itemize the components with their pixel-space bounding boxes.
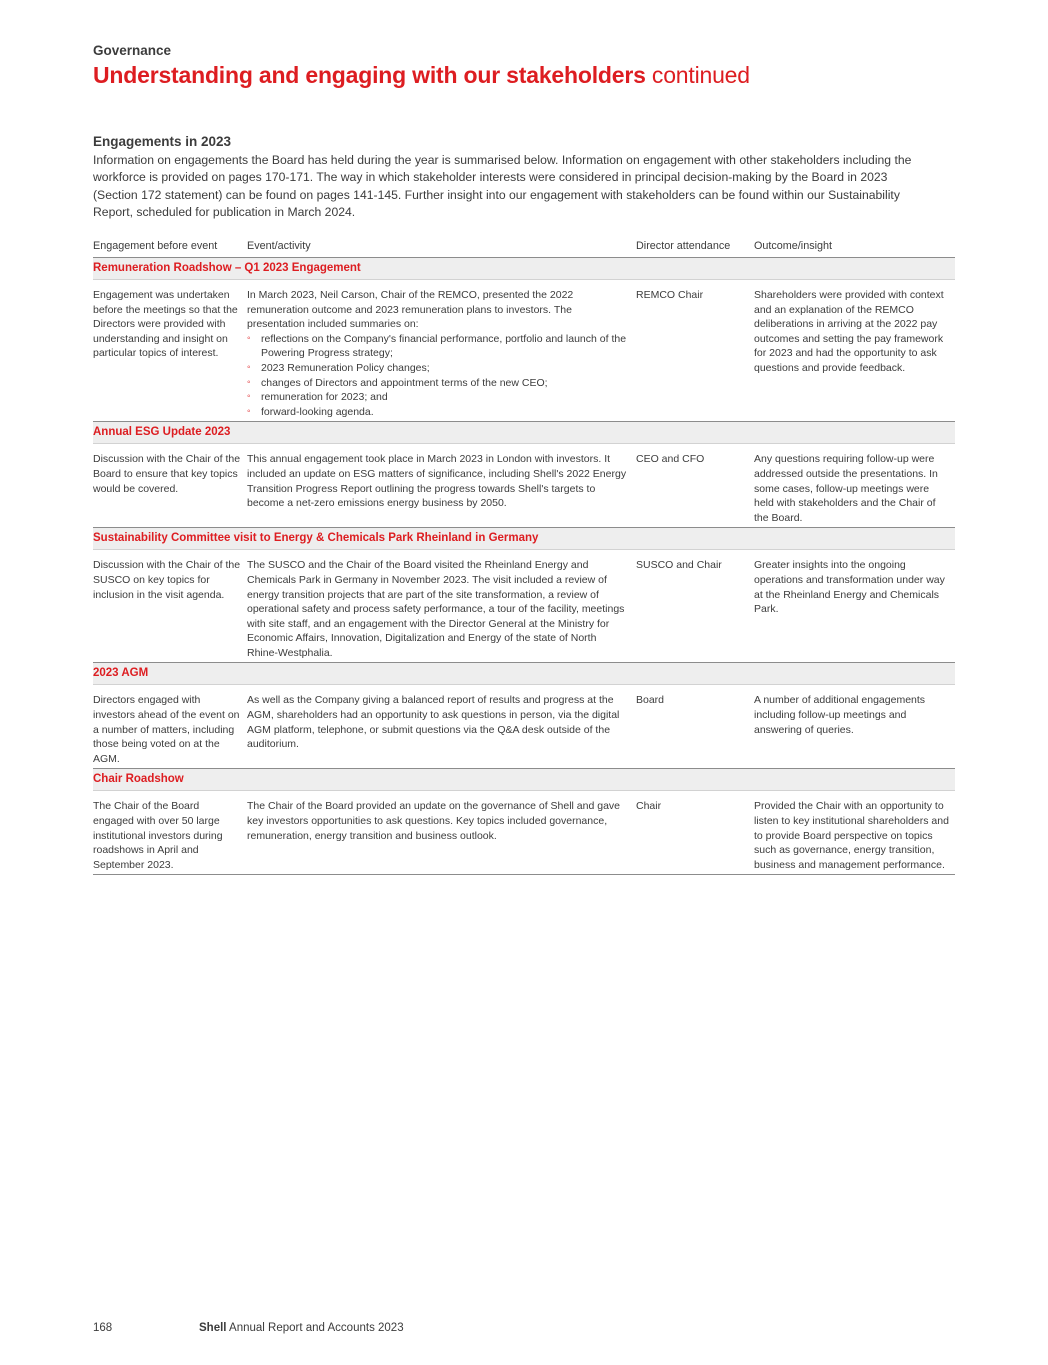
- cell-outcome: Provided the Chair with an opportunity to listen to key institutional shareholders and to provide Board perspective on topics such as governance, energy transition, business and management performance.: [754, 800, 949, 871]
- page-title-main: Understanding and engaging with our stakeholders: [93, 62, 646, 88]
- column-header-attendance: Director attendance: [636, 240, 731, 252]
- list-item: ◦ forward-looking agenda.: [247, 405, 630, 420]
- group-header: 2023 AGM: [93, 663, 955, 685]
- brand-name: Shell: [199, 1322, 227, 1334]
- engagements-table: [93, 238, 955, 875]
- cell-outcome: Shareholders were provided with context and an explanation of the REMCO deliberations in arriving at the 2022 pay outcomes and setting the pay framework for 2023 and had the opportunity to ask questions and provide feedback.: [754, 289, 944, 374]
- table-header: [93, 238, 955, 258]
- cell-attendance: REMCO Chair: [636, 289, 704, 301]
- table-row: [93, 685, 955, 769]
- group-header: Remuneration Roadshow – Q1 2023 Engagement: [93, 258, 955, 280]
- list-item: ◦ reflections on the Company's financial performance, portfolio and launch of the Powering Progress strategy;: [247, 332, 630, 361]
- cell-attendance: Chair: [636, 800, 662, 813]
- cell-before: Discussion with the Chair of the Board to ensure that key topics would be covered.: [93, 453, 241, 495]
- cell-attendance: SUSCO and Chair: [636, 559, 722, 572]
- list-item: ◦ 2023 Remuneration Policy changes;: [247, 361, 630, 376]
- cell-event: [247, 288, 636, 419]
- page-title-suffix: continued: [651, 62, 750, 88]
- column-header-before: Engagement before event: [93, 240, 218, 252]
- cell-attendance: Board: [636, 694, 665, 707]
- cell-outcome: Greater insights into the ongoing operations and transformation under way at the Rheinland Energy and Chemicals Park.: [754, 559, 945, 616]
- column-header-event: Event/activity: [247, 240, 311, 252]
- cell-before: Directors engaged with investors ahead of the event on a number of matters, including those being voted on at the AGM.: [93, 694, 240, 765]
- list-item: ◦ changes of Directors and appointment terms of the new CEO;: [247, 376, 630, 391]
- table-row: [93, 550, 955, 663]
- cell-outcome: Any questions requiring follow-up were addressed outside the presentations. In some cases, follow-up meetings were held with stakeholders and the Chair of the Board.: [754, 453, 938, 524]
- intro-heading: Engagements in 2023: [93, 134, 232, 149]
- group-header: Annual ESG Update 2023: [93, 422, 955, 444]
- page-title: [93, 62, 750, 89]
- cell-event: As well as the Company giving a balanced report of results and progress at the AGM, shareholders had an opportunity to ask questions in person, via the digital AGM platform, telephone, or submit questions via the Q&A desk outside of the auditorium.: [247, 694, 620, 751]
- cell-attendance: CEO and CFO: [636, 453, 705, 466]
- list-item: ◦ remuneration for 2023; and: [247, 390, 630, 405]
- cell-event-text: In March 2023, Neil Carson, Chair of the REMCO, presented the 2022 remuneration outcome and 2023 remuneration plans to investors. The presentation included summaries on:: [247, 289, 574, 331]
- table-row: [93, 791, 955, 875]
- table-row: [93, 280, 955, 422]
- cell-before: Engagement was undertaken before the meetings so that the Directors were provided with understanding and insight on particular topics of interest.: [93, 289, 238, 360]
- intro-text: Information on engagements the Board has held during the year is summarised below. Information on engagement with other stakeholders including the workforce is provided on pages 170-171. The way in which stakeholder interests were considered in principal decision-making by the Board in 2023 (Section 172 statement) can be found on pages 141-145. Further insight into our engagement with stakeholders can be found within our Sustainability Report, scheduled for publication in March 2024.: [93, 153, 912, 220]
- report-name: Annual Report and Accounts 2023: [229, 1322, 404, 1334]
- group-header: Sustainability Committee visit to Energy & Chemicals Park Rheinland in Germany: [93, 528, 955, 550]
- cell-event: This annual engagement took place in March 2023 in London with investors. It included an update on ESG matters of significance, including Shell's 2022 Energy Transition Progress Report outlining the progress towards Shell's targets to become a net-zero emissions energy business by 2050.: [247, 453, 627, 510]
- section-label: Governance: [93, 43, 172, 58]
- column-header-outcome: Outcome/insight: [754, 240, 833, 252]
- cell-before: The Chair of the Board engaged with over 50 large institutional investors during roadshows in April and September 2023.: [93, 800, 223, 871]
- cell-event: The SUSCO and the Chair of the Board visited the Rheinland Energy and Chemicals Park in Germany in November 2023. The visit included a review of energy transition projects that are part of the site transformation, a review of operational safety and process safety performance, a tour of the facility, meetings with site staff, and an engagement with the Director General at the Ministry for Economic Affairs, Innovation, Digitalization and Energy of the state of North Rhine-Westphalia.: [247, 559, 625, 659]
- bullet-list: [247, 332, 630, 420]
- cell-outcome: A number of additional engagements including follow-up meetings and answering of queries.: [754, 694, 926, 736]
- page-footer: [93, 1322, 404, 1334]
- page-number: 168: [93, 1322, 113, 1334]
- table-row: [93, 444, 955, 528]
- cell-event: The Chair of the Board provided an update on the governance of Shell and gave key investors opportunities to ask questions. Key topics included governance, remuneration, energy transition and business outlook.: [247, 800, 621, 842]
- group-header: Chair Roadshow: [93, 769, 955, 791]
- cell-before: Discussion with the Chair of the SUSCO on key topics for inclusion in the visit agenda.: [93, 559, 241, 601]
